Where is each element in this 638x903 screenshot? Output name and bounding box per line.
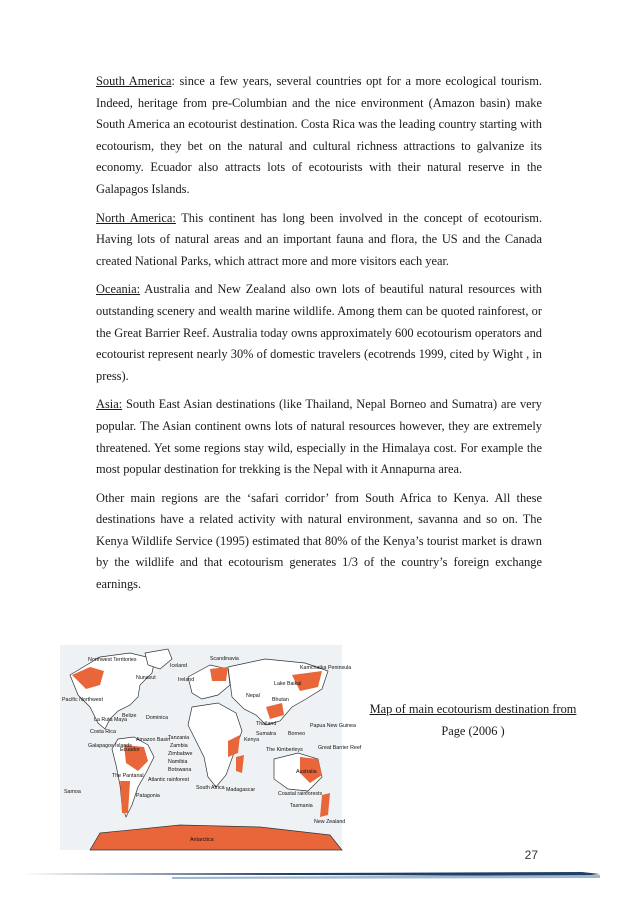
figure-caption: [362, 698, 584, 742]
map-label: Kenya: [244, 737, 260, 743]
map-label: South Africa: [196, 785, 225, 791]
paragraph-south-america: [96, 71, 542, 201]
map-label: Namibia: [168, 759, 188, 765]
map-label: Samoa: [64, 789, 81, 795]
footer-swoosh: [22, 868, 600, 880]
map-label: Australia: [296, 769, 317, 775]
map-label: Antarctica: [190, 837, 214, 843]
paragraph-north-america: [96, 208, 542, 273]
map-label: Atlantic rainforest: [148, 777, 189, 783]
page-number: 27: [524, 848, 538, 862]
paragraph-text: : since a few years, several countries opt for a more ecological tourism. Indeed, heritage from pre-Columbian and the nice environment (Amazon basin) make South America an ecotourist destination. Costa Rica was the leading country starting with ecotourism, they bet on the natural and cultural richness attractions to galvanize its economy. Ecuador also attracts lots of ecotourists with their natural reserve in the Galapagos Islands.: [96, 74, 542, 196]
map-label: Bhutan: [272, 697, 289, 703]
map-label: Kamchatka Peninsula: [300, 665, 352, 671]
map-label: Nepal: [246, 693, 260, 699]
map-label: Dominica: [146, 715, 169, 721]
map-label: Great Barrier Reef: [318, 745, 362, 751]
map-label: The Kimberleys: [266, 747, 303, 753]
map-label: Papua New Guinea: [310, 723, 356, 729]
paragraph-oceania: [96, 279, 542, 387]
map-label: Coastal rainforests: [278, 791, 323, 797]
world-map: [60, 645, 362, 850]
paragraph-asia: [96, 394, 542, 480]
paragraph-text: This continent has long been involved in the concept of ecotourism. Having lots of natural areas and an important fauna and flora, the US and the Canada created National Parks, which attract more and more visitors each year.: [96, 210, 543, 268]
paragraph-text: Australia and New Zealand also own lots of beautiful natural resources with outstanding scenery and wealth marine wildlife. Among them can be quoted rainforest, or the Great Barrier Reef. Australia today owns approximately 600 ecotourism operators and ecotourist represent nearly 30% of domestic travelers (ecotrends 1999, cited by Wight , in press).: [96, 282, 542, 383]
map-label: Nunavut: [136, 675, 156, 681]
footer-dark-line: [22, 872, 600, 876]
ecotourism-map-figure: [60, 645, 362, 850]
region-heading: South America: [96, 74, 172, 88]
map-label: Patagonia: [136, 793, 160, 799]
destination-scandinavia: [210, 667, 228, 681]
map-label: La Ruta Maya: [94, 717, 127, 723]
caption-line-2: Page (2006 ): [441, 724, 505, 738]
map-label: Costa Rica: [90, 729, 116, 735]
map-label: Northwest Territories: [88, 657, 137, 663]
map-label: Ecuador: [120, 747, 140, 753]
paragraph-text: South East Asian destinations (like Thailand, Nepal Borneo and Sumatra) are very popular. The Asian continent owns lots of natural resources however, they are extremely threatened. Yet some regions stay wild, especially in the Himalaya cost. For example the most popular destination for trekking is the Nepal with it Annapurna area.: [96, 397, 542, 477]
map-label: Sumatra: [256, 731, 277, 737]
map-label: Iceland: [170, 663, 188, 669]
map-label: Amazon Basin: [136, 737, 171, 743]
map-label: The Pantanal: [112, 773, 144, 779]
map-label: Borneo: [288, 731, 306, 737]
map-label: Belize: [122, 713, 137, 719]
region-heading: North America:: [96, 210, 176, 225]
map-label: Galapagos Islands: [88, 743, 132, 749]
footer-light-line: [172, 875, 600, 879]
map-label: Pacific Northwest: [62, 697, 103, 703]
map-label: Madagascar: [226, 787, 256, 793]
map-label: Botswana: [168, 767, 192, 773]
map-label: Zambia: [170, 743, 188, 749]
map-label: Ireland: [178, 677, 195, 683]
body-text: [96, 71, 542, 603]
map-label: Zimbabwe: [168, 751, 193, 757]
map-label: Tanzania: [168, 735, 190, 741]
map-label: Thailand: [256, 721, 277, 727]
region-heading: Asia:: [96, 397, 123, 412]
map-label: Tasmania: [290, 803, 313, 809]
caption-line-1: Map of main ecotourism destination from: [369, 702, 577, 716]
map-label: New Zealand: [314, 819, 346, 825]
footer-rule: [22, 868, 600, 880]
region-heading: Oceania:: [96, 282, 141, 297]
paragraph-text: Other main regions are the ‘safari corridor’ from South Africa to Kenya. All these destinations have a related activity with natural environment, savanna and so on. The Kenya Wildlife Service (1995) estimated that 80% of the Kenya’s tourist market is drawn by the wildlife and that ecotourism generates 1/3 of the country’s foreign exchange earnings.: [96, 490, 542, 592]
map-label: Lake Baikal: [274, 681, 302, 687]
map-label: Scandinavia: [210, 656, 239, 662]
paragraph-africa: [96, 488, 542, 596]
